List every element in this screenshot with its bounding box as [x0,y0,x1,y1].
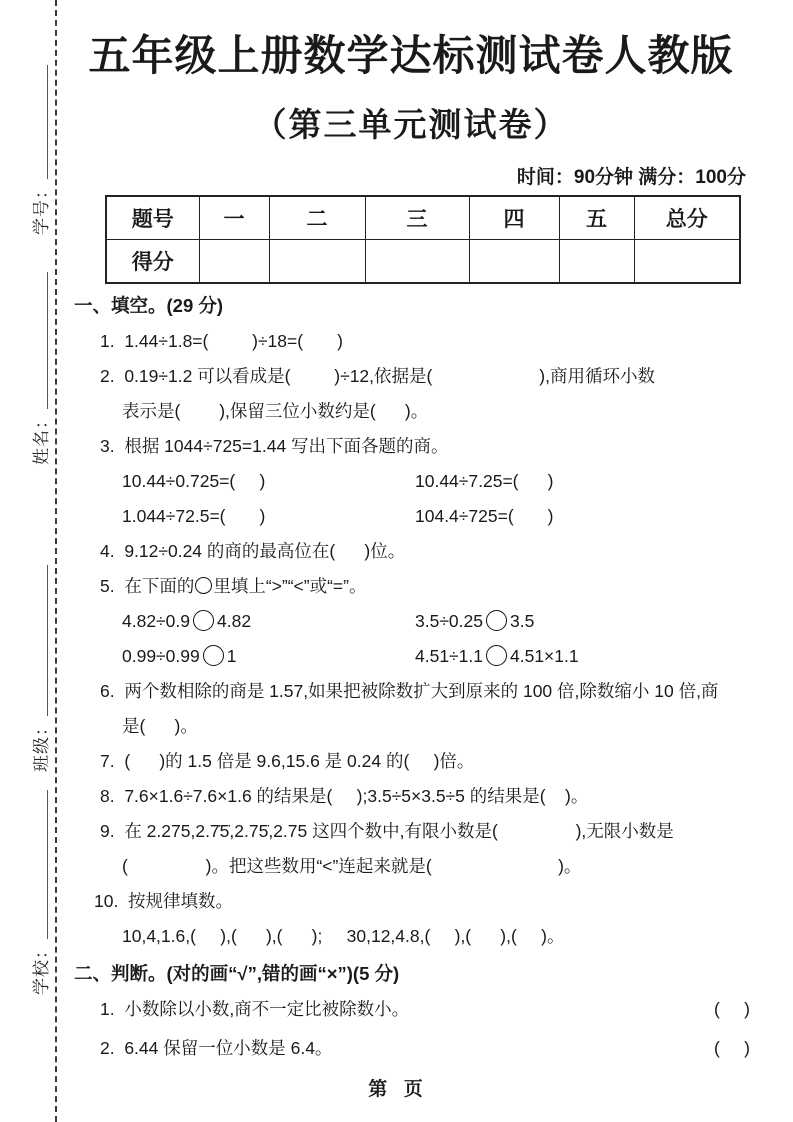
question-3-row1 [122,470,750,493]
q5-intro-pre: 5. 在下面的 [100,575,195,596]
comparison-circle-icon [486,610,507,631]
q5-item-3-left: 0.99÷0.99 [122,645,200,666]
score-header-1: 一 [199,196,269,240]
question-5-row1 [122,610,750,633]
comparison-circle-icon [203,645,224,666]
score-table-score-row [106,239,740,283]
score-table-header-row [106,196,740,240]
q5-item-4-left: 4.51÷1.1 [415,645,483,666]
sidebar-field-student-id [26,65,52,235]
school-fill-line [47,790,48,939]
question-2-line1: 2. 0.19÷1.2 可以看成是( )÷12,依据是( ),商用循环小数 [100,365,656,386]
class-label: 班级： [32,718,51,772]
sidebar-field-class [26,565,52,772]
score-header-5: 五 [559,196,634,240]
q3-item-1: 10.44÷0.725=( ) [122,470,266,491]
paper-content [72,22,750,1060]
section-two-heading: 二、判断。(对的画“√”,错的画“×”)(5 分) [74,962,400,984]
score-cell [365,239,469,283]
q3-item-3: 1.044÷72.5=( ) [122,505,266,526]
name-fill-line [47,272,48,409]
comparison-circle-icon [193,610,214,631]
question-5-row2 [122,645,750,668]
question-5-intro [100,575,750,598]
blank-circle-icon [195,577,212,594]
time-score-info: 时间：90分钟 满分：100分 [516,166,746,188]
score-header-2: 二 [269,196,365,240]
q5-item-4 [415,645,579,668]
score-cell [199,239,269,283]
sidebar-field-school [26,790,52,995]
question-3-row2 [122,505,750,528]
section-one-heading: 一、填空。(29 分) [74,294,224,316]
judge-item-2-blank: ( ) [714,1037,750,1058]
score-header-timu: 题号 [106,196,199,240]
school-label: 学校： [32,941,51,995]
cut-line [55,0,57,1122]
page-title: 五年级上册数学达标测试卷人教版 [88,32,734,79]
q5-item-2-right: 3.5 [510,610,535,631]
q5-item-4-right: 4.51×1.1 [510,645,579,666]
judge-item-2-text: 2. 6.44 保留一位小数是 6.4。 [100,1037,333,1058]
q5-item-3-right: 1 [226,645,237,666]
question-2-line2: 表示是( ),保留三位小数约是( )。 [122,400,429,421]
comparison-circle-icon [486,645,507,666]
q5-item-1 [122,611,251,631]
q5-item-2 [415,610,534,633]
score-header-4: 四 [469,196,559,240]
student-id-label: 学号： [32,181,51,235]
q5-item-3 [122,646,236,666]
score-header-total: 总分 [634,196,740,240]
question-10-line: 10,4,1.6,( ),( ),( ); 30,12,4.8,( ),( ),( )。 [122,925,565,946]
q3-item-4: 104.4÷725=( ) [415,505,554,526]
score-table [105,195,741,284]
q5-item-1-left: 4.82÷0.9 [122,610,190,631]
page-subtitle: （第三单元测试卷） [253,105,569,143]
question-6-line2: 是( )。 [122,715,198,736]
q5-intro-post: 里填上“>”“<”或“=”。 [213,575,367,596]
question-7: 7. ( )的 1.5 倍是 9.6,15.6 是 0.24 的( )倍。 [100,750,475,771]
q3-item-2: 10.44÷7.25=( ) [415,470,554,491]
sidebar-field-name [26,272,52,465]
score-cell [634,239,740,283]
judge-item-1-blank: ( ) [714,998,750,1019]
question-6-line1: 6. 两个数相除的商是 1.57,如果把被除数扩大到原来的 100 倍,除数缩小 10 倍,商 [100,680,719,701]
q5-item-1-right: 4.82 [217,610,252,631]
class-fill-line [47,565,48,716]
student-id-fill-line [47,65,48,179]
score-cell [559,239,634,283]
question-9-line1: 9. 在 2.275,2.7̇5̇,2.75̇,2.75 这四个数中,有限小数是( ),无限小数是 [100,820,674,841]
q5-item-2-left: 3.5÷0.25 [415,610,483,631]
page-number-footer: 第 页 [368,1079,425,1100]
score-header-3: 三 [365,196,469,240]
score-cell [269,239,365,283]
question-9-line2: ( )。把这些数用“<”连起来就是( )。 [122,855,582,876]
name-label: 姓名： [32,411,51,465]
score-cell [469,239,559,283]
question-4: 4. 9.12÷0.24 的商的最高位在( )位。 [100,540,406,561]
judge-item-2 [100,1037,750,1060]
judge-item-1 [100,998,750,1021]
question-3-intro: 3. 根据 1044÷725=1.44 写出下面各题的商。 [100,435,449,456]
question-8: 8. 7.6×1.6÷7.6×1.6 的结果是( );3.5÷5×3.5÷5 的结果是( )。 [100,785,589,806]
question-10-intro: 10. 按规律填数。 [94,890,234,911]
judge-item-1-text: 1. 小数除以小数,商不一定比被除数小。 [100,998,410,1019]
score-row-label: 得分 [106,239,199,283]
question-1: 1. 1.44÷1.8=( )÷18=( ) [100,330,343,351]
